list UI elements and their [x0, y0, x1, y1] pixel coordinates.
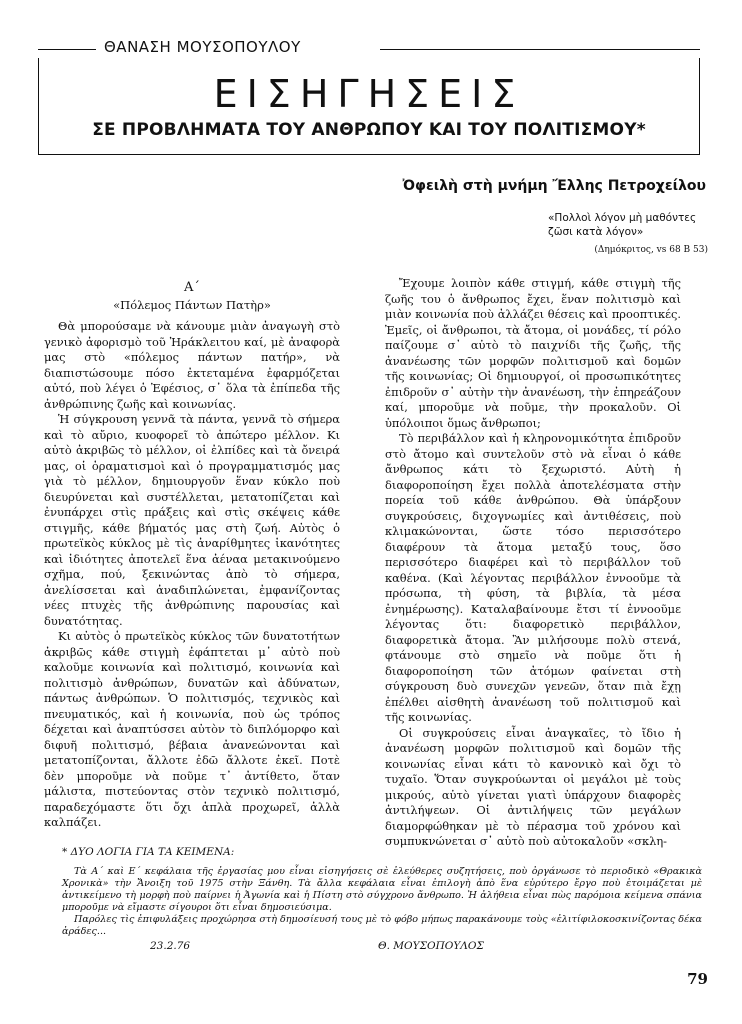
right-column: [385, 276, 681, 850]
left-column: [44, 276, 340, 831]
paragraph: Ἔχουμε λοιπὸν κάθε στιγμή, κάθε στιγμὴ τῆς ζωῆς του ὁ ἄνθρωπος ἔχει, ἕναν πολιτισμὸ καὶ μιὰν κοινωνία ποὺ ἀλλάζει θέσεις καὶ προοπτικές. Ἐμεῖς, οἱ ἄνθρωποι, τὰ ἄτομα, οἱ μονάδες, τί ρόλο παίζουμε σ᾽ αὐτὸ τὸ παιχνίδι τῆς ζωῆς, τῆς ἀνανέωσης τῶν μορφῶν πολιτισμοῦ καὶ δομῶν τῆς κοινωνίας; Οἱ δημιουργοί, οἱ προσωπικότητες ἐπιδροῦν σ᾽ αὐτὴν τὴν ἀνανέωση, τὴν ἐπηρεάζουν καί, μποροῦμε νὰ ποῦμε, τὴν προκαλοῦν. Οἱ ὑπόλοιποι ὅμως ἄνθρωποι;: [385, 276, 681, 430]
paragraph: Κι αὐτὸς ὁ πρωτεϊκὸς κύκλος τῶν δυνατοτήτων ἀκριβῶς κάθε στιγμὴ ἐφάπτεται μ᾽ αὐτὸ ποὺ καλοῦμε κοινωνία καὶ πολιτισμό, κοινωνία καὶ πολιτισμὸ ἀνθρώπων, δυνατῶν καὶ ἀδύνατων, πάντως ἀνθρώπων. Ὁ πολιτισμός, τεχνικὸς καὶ πνευματικός, καὶ ἡ κοινωνία, ποὺ ὡς τρόπος δέχεται καὶ ἀναπτύσσει αὐτὸν τὸ διπλόμορφο καὶ διφυῆ πολιτισμό, βέβαια ἀνανεώνονται καὶ μετατοπίζονται, ἄλλοτε ἐδῶ ἄλλοτε ἐκεῖ. Ποτὲ δὲν μποροῦμε νὰ ποῦμε τ᾽ ἀντίθετο, ὅταν μάλιστα, πιστεύοντας στὸν τεχνικὸ πολιτισμό, παραδεχόμαστε ὅτι ὄχι ἁπλὰ προχωρεῖ, ἀλλὰ καλπάζει.: [44, 629, 340, 829]
title-box: [38, 58, 700, 155]
footnote-paragraph: Τὰ Α´ καὶ Ε´ κεφάλαια τῆς ἐργασίας μου εἶναι εἰσηγήσεις σὲ ἐλεύθερες συζητήσεις, ποὺ ὀργάνωσε τὸ περιοδικὸ «Θρακικὰ Χρονικὰ» τὴν Ἄνοιξη τοῦ 1975 στὴν Ξάνθη. Τὰ ἄλλα κεφάλαια εἶναι ἐπιλογὴ ἀπὸ ἕνα εὐρύτερο ἔργο ποὺ ἑτοιμάζεται μὲ ἀντικείμενο τὴ μορφὴ ποὺ παίρνει ἡ Ἀγωνία καὶ ἡ Πίστη στὸ σύγχρονο ἄνθρωπο. Ἡ ἀλήθεια εἶναι πὼς παρόμοια κείμενα σπάνια μποροῦμε νὰ εἴμαστε σίγουροι ὅτι εἶναι δημοσιεύσιμα.: [62, 866, 702, 913]
dedication: Ὀφειλὴ στὴ μνήμη Ἔλλης Πετροχείλου: [402, 178, 706, 194]
paragraph: Ἡ σύγκρουση γεννᾶ τὰ πάντα, γεννᾶ τὸ σήμερα καὶ τὸ αὔριο, κυοφορεῖ τὸ ἀπώτερο μέλλον. Κι αὐτὸ ἀκριβῶς τὸ μέλλον, οἱ ἐλπίδες καὶ τὰ ὄνειρά μας, οἱ ὁραματισμοὶ καὶ ὁ προγραμματισμός μας γιὰ τὸ μέλλον, δημιουργοῦν ἕναν κύκλο ποὺ διευρύνεται καὶ συστέλλεται, μετατοπίζεται καὶ ἐνυπάρχει στὶς πράξεις καὶ στὶς σκέψεις κάθε στιγμῆς, κάθε βήματός μας στὴ ζωή. Αὐτὸς ὁ πρωτεϊκὸς κύκλος μὲ τὶς ἀναρίθμητες ἱκανότητες καὶ ἰδιότητες ἀποτελεῖ ἕνα ἀέναα μετακινούμενο σχῆμα, πού, ξεκινώντας ἀπὸ τὸ σήμερα, ἀνελίσσεται καὶ ἀναδιπλώνεται, ἐμφανίζοντας νέες πτυχὲς τῆς ἀνθρώπινης παρουσίας καὶ δυνατότητας.: [44, 412, 340, 628]
paragraph: Οἱ συγκρούσεις εἶναι ἀναγκαῖες, τὸ ἴδιο ἡ ἀνανέωση μορφῶν πολιτισμοῦ καὶ δομῶν τῆς κοινωνίας εἶναι κάτι τὸ κανονικὸ καὶ ὄχι τὸ τυχαῖο. Ὅταν συγκρούωνται οἱ μεγάλοι μὲ τοὺς μικρούς, αὐτὸ γίνεται γιατὶ ὑπάρχουν διαφορὲς ἀντιλήψεων. Οἱ ἀντιλήψεις τῶν μεγάλων διαμορφώθηκαν μὲ τὸ πέρασμα τοῦ χρόνου καὶ συμπυκνώνεται σ᾽ αὐτὸ ποὺ αὐτοκαλοῦν «σκλη-: [385, 725, 681, 848]
paragraph: Θὰ μπορούσαμε νὰ κάνουμε μιὰν ἀναγωγὴ στὸ γενικὸ ἀφορισμὸ τοῦ Ἡράκλειτου καί, μὲ ἀναφορὰ μας στὸ «πόλεμος πάντων πατήρ», νὰ διαπιστώσουμε πόσο ἐκτεταμένα ἐφαρμόζεται αὐτό, ποὺ λέγει ὁ Ἐφέσιος, σ᾽ ὅλα τὰ ἐπίπεδα τῆς ἀνθρώπινης ζωῆς καὶ κοινωνίας.: [44, 319, 340, 411]
section-number: Α´: [184, 280, 200, 295]
epigraph: [548, 211, 708, 257]
rule-right: [380, 49, 700, 50]
epigraph-text: «Πολλοὶ λόγον μὴ μαθόντες ζῶσι κατὰ λόγον»: [548, 212, 697, 238]
page-subtitle: ΣΕ ΠΡΟΒΛΗΜΑΤΑ ΤΟΥ ΑΝΘΡΩΠΟΥ ΚΑΙ ΤΟΥ ΠΟΛΙΤΙΣΜΟΥ*: [92, 120, 646, 140]
page-title: ΕΙΣΗΓΗΣΕΙΣ: [213, 72, 525, 116]
section-title: «Πόλεμος Πάντων Πατὴρ»: [113, 297, 271, 312]
footnote-heading: * ΔΥΟ ΛΟΓΙΑ ΓΙΑ ΤΑ ΚΕΙΜΕΝΑ:: [62, 846, 235, 858]
epigraph-citation: (Δημόκριτος, vs 68 B 53): [594, 245, 708, 255]
author-name: ΘΑΝΑΣΗ ΜΟΥΣΟΠΟΥΛΟΥ: [104, 38, 301, 56]
footnote: [62, 846, 702, 938]
footnote-paragraph: Παρόλες τὶς ἐπιφυλάξεις προχώρησα στὴ δημοσίευσή τους μὲ τὸ φόβο μήπως παρακάνουμε τοὺς «ἐλιτίφιλοκοσκινίζοντας δέκα ἀράδες...: [62, 914, 702, 937]
rule-left: [38, 49, 96, 50]
author-row: [38, 38, 700, 58]
paragraph: Τὸ περιβάλλον καὶ ἡ κληρονομικότητα ἐπιδροῦν στὸ ἄτομο καὶ συντελοῦν στὸ νὰ εἶναι ὁ κάθε ἄνθρωπος κάτι τὸ ξεχωριστό. Αὐτὴ ἡ διαφοροποίηση ἔχει πολλὰ ἀποτελέσματα στὴν πορεία τοῦ κάθε ἀνθρώπου. Θὰ ὑπάρξουν συγκρούσεις, διχογνωμίες καὶ ἀντιθέσεις, ποὺ κλιμακώνονται, ὥστε τόσο περισσότερο διαφέρουν τὰ ἄτομα μεταξύ τους, ὅσο περισσότερο διαφέρει καὶ τὸ περιβάλλον τοῦ καθένα. (Καὶ λέγοντας περιβάλλον ἐννοοῦμε τὰ πρόσωπα, τὴ φύση, τὰ βιβλία, τὰ μέσα ἐνημέρωσης). Καταλαβαίνουμε ἔτσι τί ἐννοοῦμε λέγοντας ὅτι: διαφορετικὸ περιβάλλον, διαφορετικὰ ἄτομα. Ἂν μιλήσουμε πολὺ στενά, φτάνουμε στὸ σημεῖο νὰ ποῦμε ὅτι ἡ διαφοροποίηση τῶν ἀτόμων φαίνεται στὴ σύγκρουση δυὸ συνεχῶν γενεῶν, ὅταν πιὰ ἔχῃ ἐπέλθει αἰσθητὴ ἀνανέωση τοῦ πολιτισμοῦ καὶ τῆς κοινωνίας.: [385, 431, 681, 724]
page-number: 79: [687, 970, 708, 988]
footnote-date: 23.2.76: [150, 940, 191, 952]
footnote-signature: Θ. ΜΟΥΣΟΠΟΥΛΟΣ: [378, 940, 484, 952]
